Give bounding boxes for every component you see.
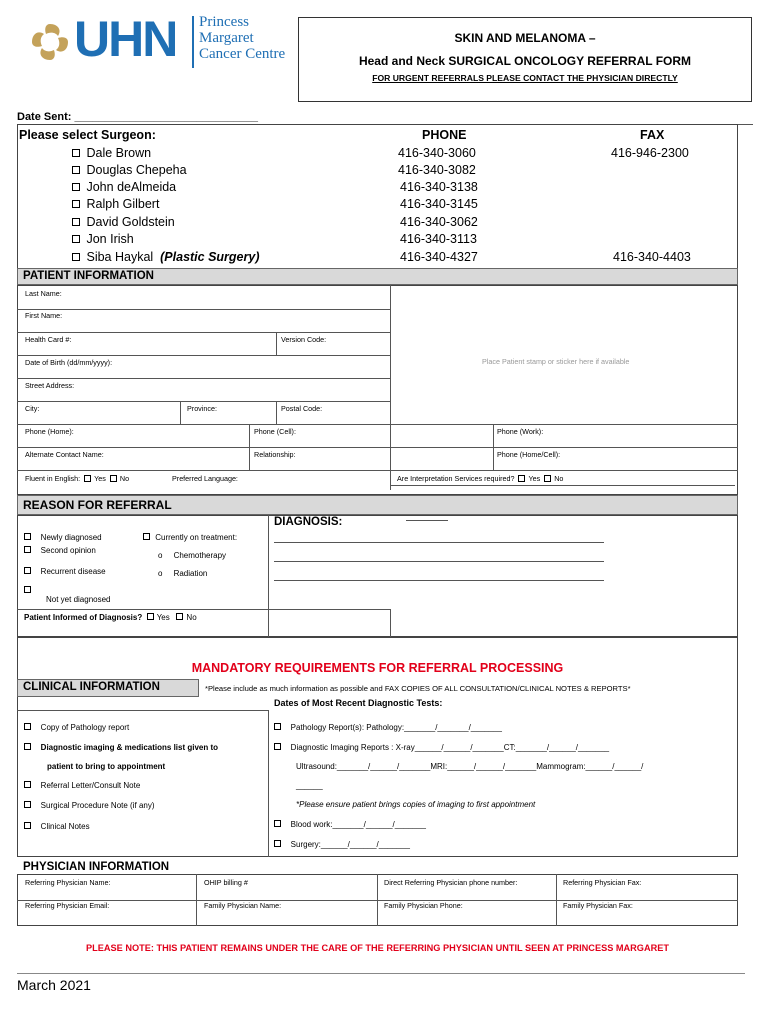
checkbox[interactable] bbox=[176, 613, 183, 620]
surgery-date[interactable] bbox=[274, 840, 410, 849]
logo-divider bbox=[192, 16, 194, 68]
clinical-item-label: Diagnostic imaging & medications list given to bbox=[40, 743, 219, 752]
patient-heading: PATIENT INFORMATION bbox=[23, 270, 154, 282]
date-sent[interactable]: Date Sent: ______________________________ bbox=[17, 111, 258, 123]
clinical-item-label: Clinical Notes bbox=[40, 822, 90, 831]
checkbox[interactable] bbox=[84, 475, 91, 482]
reason-divider bbox=[268, 515, 269, 637]
surgeon-row[interactable] bbox=[72, 163, 187, 177]
footer-date: March 2021 bbox=[17, 977, 91, 993]
yes-label: Yes bbox=[94, 474, 106, 483]
clinical-item-label: Copy of Pathology report bbox=[40, 723, 130, 732]
checkbox[interactable] bbox=[72, 200, 80, 208]
surgeon-phone: 416-340-3082 bbox=[398, 163, 476, 177]
street-field[interactable]: Street Address: bbox=[25, 381, 75, 390]
family-phone-field[interactable]: Family Physician Phone: bbox=[384, 901, 463, 910]
checkbox[interactable] bbox=[274, 820, 281, 827]
title-line2: Head and Neck SURGICAL ONCOLOGY REFERRAL FORM bbox=[358, 54, 692, 68]
ultrasound-dates[interactable]: Ultrasound:_______/______/_______MRI:______/______/_______Mammogram:______/______/ bbox=[296, 762, 644, 771]
checkbox[interactable] bbox=[24, 723, 31, 730]
reason-option[interactable] bbox=[24, 533, 102, 542]
no-label: No bbox=[186, 613, 197, 622]
logo-line3: Cancer Centre bbox=[199, 46, 286, 62]
clinical-heading: CLINICAL INFORMATION bbox=[23, 681, 160, 693]
surgeon-phone: 416-340-3145 bbox=[400, 197, 478, 211]
row-line bbox=[17, 378, 390, 379]
chemo-label: Chemotherapy bbox=[173, 551, 227, 560]
clinical-divider bbox=[268, 710, 269, 857]
surgeon-fax: 416-340-4403 bbox=[613, 250, 691, 264]
checkbox[interactable] bbox=[72, 183, 80, 191]
ref-email-field[interactable]: Referring Physician Email: bbox=[25, 901, 110, 910]
fluent-english bbox=[25, 474, 129, 483]
physician-heading: PHYSICIAN INFORMATION bbox=[23, 861, 170, 873]
phone-work-field[interactable]: Phone (Work): bbox=[497, 427, 544, 436]
checkbox[interactable] bbox=[72, 218, 80, 226]
col-line bbox=[276, 332, 277, 355]
ohip-field[interactable]: OHIP billing # bbox=[204, 878, 248, 887]
surgeon-name: John deAlmeida bbox=[86, 180, 177, 194]
diag-line[interactable] bbox=[274, 542, 604, 543]
surgeon-row[interactable] bbox=[72, 215, 175, 229]
row-line bbox=[17, 309, 390, 310]
reason-line bbox=[17, 609, 390, 610]
surgeon-phone: 416-340-3062 bbox=[400, 215, 478, 229]
health-card-field[interactable]: Health Card #: bbox=[25, 335, 72, 344]
dates-heading: Dates of Most Recent Diagnostic Tests: bbox=[274, 698, 443, 708]
surgeon-name: David Goldstein bbox=[86, 215, 175, 229]
direct-phone-field[interactable]: Direct Referring Physician phone number: bbox=[384, 878, 518, 887]
logo-initials: UHN bbox=[74, 11, 177, 67]
reason-divider bbox=[390, 609, 391, 637]
family-fax-field[interactable]: Family Physician Fax: bbox=[563, 901, 633, 910]
please-note: PLEASE NOTE: THIS PATIENT REMAINS UNDER THE CARE OF THE REFERRING PHYSICIAN UNTIL SEEN AT PRINCESS MARGARET bbox=[86, 943, 669, 953]
city-field[interactable]: City: bbox=[25, 404, 40, 413]
row-line bbox=[17, 424, 738, 425]
diag-line[interactable] bbox=[274, 561, 604, 562]
phys-col-line bbox=[196, 874, 197, 926]
title-line1: SKIN AND MELANOMA – bbox=[454, 31, 596, 45]
family-name-field[interactable]: Family Physician Name: bbox=[204, 901, 282, 910]
version-code-field[interactable]: Version Code: bbox=[281, 335, 327, 344]
dob-field[interactable]: Date of Birth (dd/mm/yyyy): bbox=[25, 358, 113, 367]
interpretation bbox=[397, 474, 563, 483]
stamp-divider bbox=[390, 285, 391, 490]
clinical-item[interactable] bbox=[24, 781, 140, 790]
surgeon-row[interactable] bbox=[72, 180, 176, 194]
clinical-item-cont: patient to bring to appointment bbox=[47, 762, 166, 771]
checkbox[interactable] bbox=[274, 723, 281, 730]
clinical-item-label: Surgical Procedure Note (if any) bbox=[40, 801, 155, 810]
surgeon-name: Douglas Chepeha bbox=[86, 163, 187, 177]
row-line bbox=[17, 401, 390, 402]
checkbox[interactable] bbox=[24, 546, 31, 553]
current-tx-option[interactable] bbox=[143, 533, 237, 542]
clinical-note: *Please include as much information as possible and FAX COPIES OF ALL CONSULTATION/CLINICAL NOTES & REPORTS* bbox=[205, 684, 631, 693]
surgeon-heading: Please select Surgeon: bbox=[19, 128, 156, 142]
logo-line1: Princess bbox=[199, 14, 249, 30]
clinical-item[interactable] bbox=[24, 723, 129, 732]
radiation-label: Radiation bbox=[173, 569, 208, 578]
row-line bbox=[17, 355, 390, 356]
imaging-label: Diagnostic Imaging Reports : X-ray______/______/_______CT:_______/______/_______ bbox=[290, 743, 610, 752]
row-line bbox=[17, 447, 738, 448]
surgeon-note: (Plastic Surgery) bbox=[160, 250, 260, 264]
patient-informed bbox=[24, 613, 197, 622]
clinical-item[interactable] bbox=[24, 801, 155, 810]
col-line bbox=[276, 401, 277, 424]
checkbox[interactable] bbox=[24, 586, 31, 593]
logo bbox=[28, 11, 298, 74]
surgeon-name: Siba Haykal bbox=[86, 250, 154, 264]
mandatory-heading: MANDATORY REQUIREMENTS FOR REFERRAL PROCESSING bbox=[191, 661, 564, 675]
logo-line2: Margaret bbox=[199, 30, 254, 46]
reason-option[interactable] bbox=[24, 567, 106, 576]
reason-heading: REASON FOR REFERRAL bbox=[23, 498, 172, 512]
province-field[interactable]: Province: bbox=[187, 404, 217, 413]
diag-short-line bbox=[406, 520, 448, 521]
surgeon-phone: 416-340-4327 bbox=[400, 250, 478, 264]
ref-physician-name-field[interactable]: Referring Physician Name: bbox=[25, 878, 111, 887]
no-label: No bbox=[554, 474, 564, 483]
checkbox[interactable] bbox=[143, 533, 150, 540]
checkbox[interactable] bbox=[24, 801, 31, 808]
col-line bbox=[249, 424, 250, 470]
patient-box bbox=[17, 285, 738, 495]
postal-field[interactable]: Postal Code: bbox=[281, 404, 323, 413]
second-label: Second opinion bbox=[40, 546, 96, 555]
uhn-emblem-icon bbox=[28, 20, 72, 64]
phone-cell-field[interactable]: Phone (Cell): bbox=[254, 427, 296, 436]
row-line bbox=[17, 470, 738, 471]
checkbox[interactable] bbox=[72, 166, 80, 174]
blood-label: Blood work:_______/______/_______ bbox=[290, 820, 426, 829]
path-label: Pathology Report(s): Pathology:_______/_______/_______ bbox=[290, 723, 502, 732]
checkbox[interactable] bbox=[24, 781, 31, 788]
reason-option[interactable] bbox=[24, 586, 111, 604]
recurrent-label: Recurrent disease bbox=[40, 567, 106, 576]
checkbox[interactable] bbox=[274, 743, 281, 750]
col-line bbox=[493, 424, 494, 470]
checkbox[interactable] bbox=[544, 475, 551, 482]
stamp-area: Place Patient stamp or sticker here if available bbox=[482, 357, 630, 366]
interp-underline bbox=[390, 485, 735, 486]
not-yet-label: Not yet diagnosed bbox=[46, 595, 111, 604]
phys-col-line bbox=[556, 874, 557, 926]
checkbox[interactable] bbox=[518, 475, 525, 482]
diagnostic-imaging[interactable] bbox=[274, 743, 609, 752]
preferred-language-field[interactable]: Preferred Language: bbox=[172, 474, 238, 483]
phone-home-cell-field[interactable]: Phone (Home/Cell): bbox=[497, 450, 561, 459]
phone-heading: PHONE bbox=[422, 128, 467, 142]
col-line bbox=[180, 401, 181, 424]
ref-fax-field[interactable]: Referring Physician Fax: bbox=[563, 878, 642, 887]
bullet-icon: o bbox=[158, 569, 163, 578]
relationship-field[interactable]: Relationship: bbox=[254, 450, 296, 459]
clinical-item[interactable] bbox=[24, 822, 90, 831]
clinical-item[interactable] bbox=[24, 743, 218, 752]
surgeon-row[interactable] bbox=[72, 197, 159, 211]
fluent-label: Fluent in English: bbox=[25, 474, 81, 483]
imaging-note: *Please ensure patient brings copies of imaging to first appointment bbox=[296, 800, 536, 809]
yes-label: Yes bbox=[528, 474, 541, 483]
row-line bbox=[17, 332, 390, 333]
checkbox[interactable] bbox=[147, 613, 154, 620]
no-label: No bbox=[119, 474, 130, 483]
diagnosis-label: DIAGNOSIS: bbox=[274, 516, 343, 528]
surgeon-phone: 416-340-3138 bbox=[400, 180, 478, 194]
first-name-field[interactable]: First Name: bbox=[25, 311, 63, 320]
newly-label: Newly diagnosed bbox=[40, 533, 102, 542]
alt-contact-field[interactable]: Alternate Contact Name: bbox=[25, 450, 104, 459]
checkbox[interactable] bbox=[24, 743, 31, 750]
chemo-option[interactable] bbox=[158, 551, 226, 560]
checkbox[interactable] bbox=[274, 840, 281, 847]
last-name-field[interactable]: Last Name: bbox=[25, 289, 62, 298]
checkbox[interactable] bbox=[72, 253, 80, 261]
footer-rule bbox=[17, 973, 745, 974]
informed-label: Patient Informed of Diagnosis? bbox=[24, 613, 143, 622]
reason-option[interactable] bbox=[24, 546, 96, 555]
ultrasound-tail: ______ bbox=[296, 781, 323, 790]
surgeon-phone: 416-340-3113 bbox=[400, 232, 477, 246]
surgeon-name: Dale Brown bbox=[86, 146, 152, 160]
interp-label: Are Interpretation Services required? bbox=[397, 474, 515, 483]
surgeon-fax: 416-946-2300 bbox=[611, 146, 689, 160]
surgeon-name: Jon Irish bbox=[86, 232, 134, 246]
phone-home-field[interactable]: Phone (Home): bbox=[25, 427, 74, 436]
surgeon-phone: 416-340-3060 bbox=[398, 146, 476, 160]
checkbox[interactable] bbox=[24, 567, 31, 574]
clinical-line bbox=[17, 710, 268, 711]
surgeon-row[interactable] bbox=[72, 146, 151, 160]
surgery-label: Surgery:______/______/_______ bbox=[290, 840, 410, 849]
diag-line[interactable] bbox=[274, 580, 604, 581]
phys-col-line bbox=[377, 874, 378, 926]
surgeon-row[interactable] bbox=[72, 232, 134, 246]
checkbox[interactable] bbox=[72, 149, 80, 157]
bullet-icon: o bbox=[158, 551, 163, 560]
checkbox[interactable] bbox=[72, 235, 80, 243]
surgeon-name: Ralph Gilbert bbox=[86, 197, 160, 211]
current-tx-label: Currently on treatment: bbox=[155, 533, 238, 542]
blood-work[interactable] bbox=[274, 820, 426, 829]
checkbox[interactable] bbox=[110, 475, 117, 482]
surgeon-row[interactable] bbox=[72, 250, 259, 264]
checkbox[interactable] bbox=[24, 533, 31, 540]
title-line3: FOR URGENT REFERRALS PLEASE CONTACT THE PHYSICIAN DIRECTLY bbox=[372, 73, 678, 83]
yes-label: Yes bbox=[156, 613, 170, 622]
radiation-option[interactable] bbox=[158, 569, 207, 578]
pathology-reports[interactable] bbox=[274, 723, 502, 732]
fax-heading: FAX bbox=[640, 128, 665, 142]
checkbox[interactable] bbox=[24, 822, 31, 829]
clinical-item-label: Referral Letter/Consult Note bbox=[40, 781, 141, 790]
